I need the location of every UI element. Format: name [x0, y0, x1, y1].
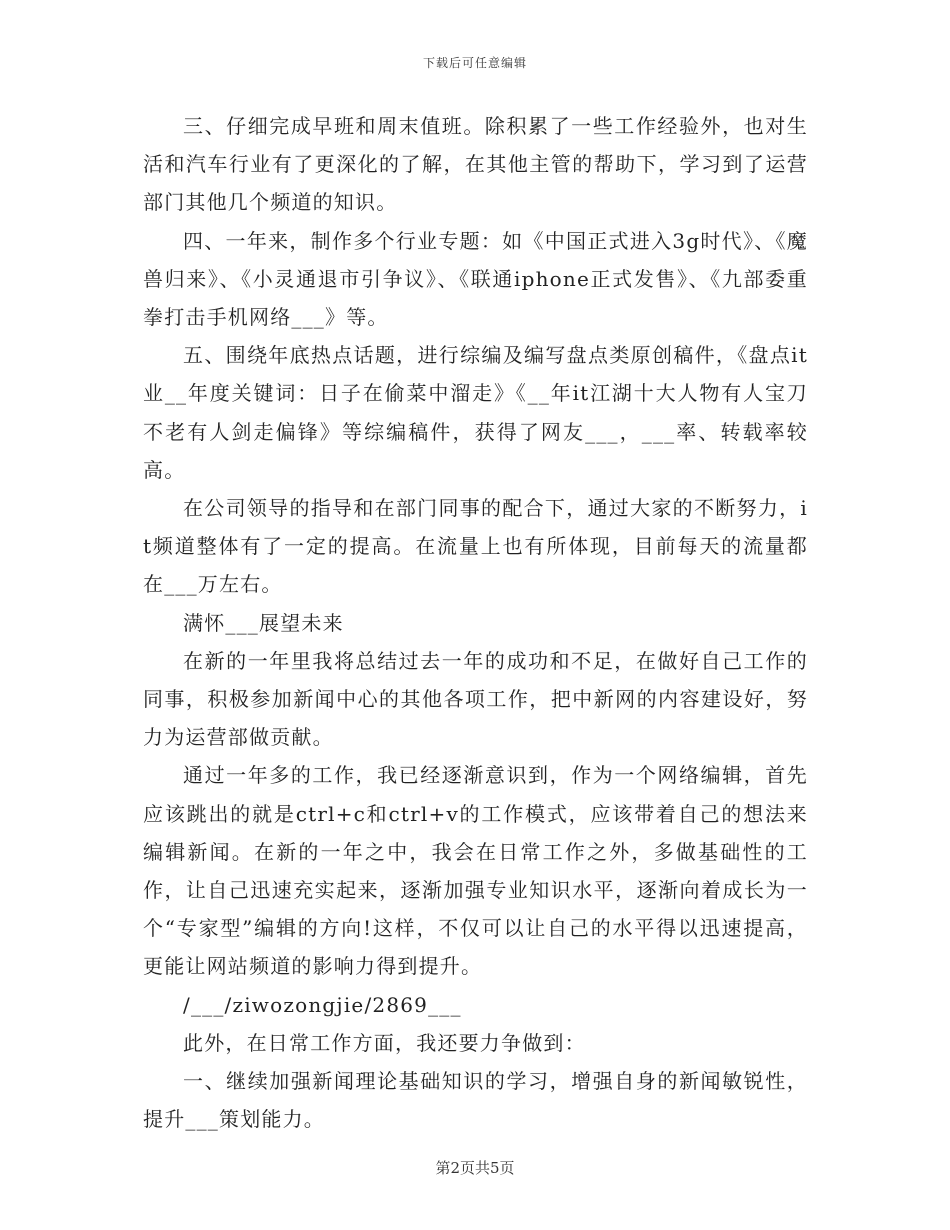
paragraph-daily-work: 此外，在日常工作方面，我还要力争做到：: [183, 1030, 586, 1055]
paragraph-traffic: 在公司领导的指导和在部门同事的配合下，通过大家的不断努力，it频道整体有了一定的提高。在流量上也有所体现，目前每天的流量都在___万左右。: [143, 496, 808, 597]
page-header-note: 下载后可任意编辑: [422, 56, 527, 70]
section-heading-future: 满怀___展望未来: [183, 610, 344, 635]
document-body: [143, 107, 808, 1138]
paragraph-topics: 四、一年来，制作多个行业专题：如《中国正式进入3g时代》、《魔兽归来》、《小灵通退市引争议》、《联通iphone正式发售》、《九部委重拳打击手机网络___》等。: [143, 228, 808, 330]
paragraph-early-shift: 三、仔细完成早班和周末值班。除积累了一些工作经验外，也对生活和汽车行业有了更深化的了解，在其他主管的帮助下，学习到了运营部门其他几个频道的知识。: [143, 114, 808, 215]
paragraph-new-year: 在新的一年里我将总结过去一年的成功和不足，在做好自己工作的同事，积极参加新闻中心的其他各项工作，把中新网的内容建设好，努力为运营部做贡献。: [143, 648, 808, 750]
paragraph-editor-mode: 通过一年多的工作，我已经逐渐意识到，作为一个网络编辑，首先应该跳出的就是ctrl+c和ctrl+v的工作模式，应该带着自己的想法来编辑新闻。在新的一年之中，我会在日常工作之外，多做基础性的工作，让自己迅速充实起来，逐渐加强专业知识水平，逐渐向着成长为一个“专家型”编辑的方向!这样，不仅可以让自己的水平得以迅速提高，更能让网站频道的影响力得到提升。: [143, 763, 808, 979]
page-number: 第2页共5页: [435, 1159, 515, 1177]
paragraph-year-end: 五、围绕年底热点话题，进行综编及编写盘点类原创稿件，《盘点it业__年度关键词：日子在偷菜中溜走》《__年it江湖十大人物有人宝刀不老有人剑走偏锋》等综编稿件，获得了网友___，___率、转载率较高。: [143, 343, 808, 482]
paragraph-goal-one: 一、继续加强新闻理论基础知识的学习，增强自身的新闻敏锐性，提升___策划能力。: [143, 1069, 808, 1132]
paragraph-path: /___/ziwozongjie/2869___: [183, 992, 462, 1017]
